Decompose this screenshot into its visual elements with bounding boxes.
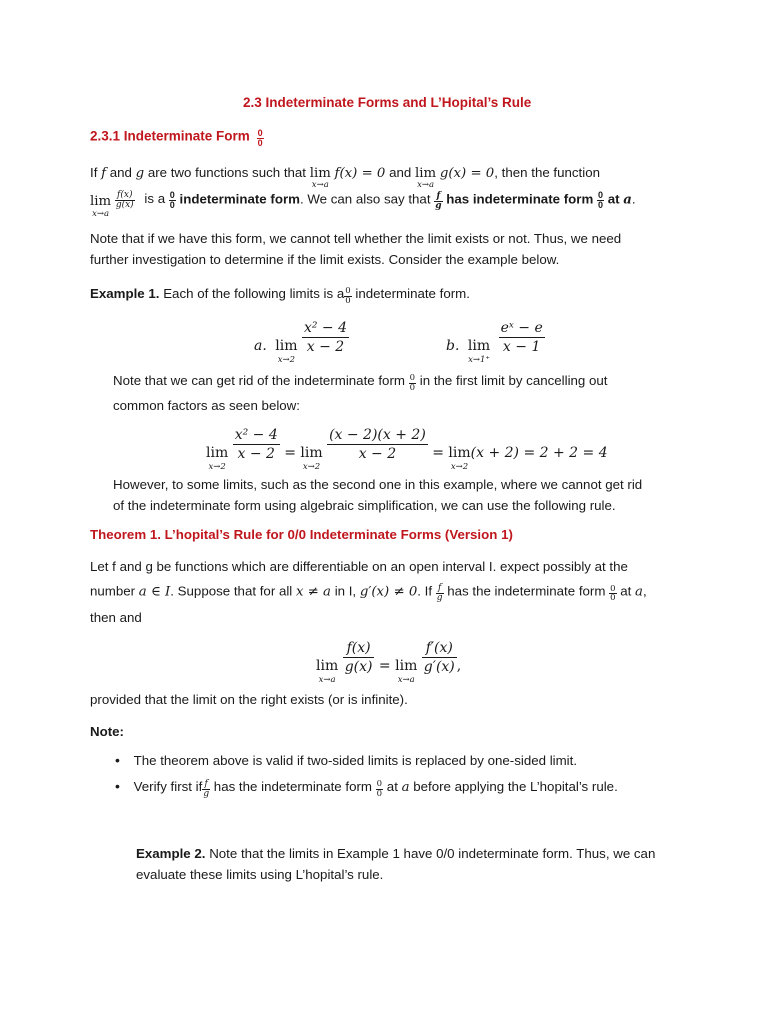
para1-line2: lim x→a $\frac{f(x)}{g(x)}$ is a $\frac{0}{0}$ indeterminate form. We can also say that $\frac{f}{g}$ has indeterminate form $\frac{0}{0}$ at a. (90, 190, 636, 219)
zero-over-zero-fraction-3: $\frac{0}{0}$ (597, 190, 603, 211)
provided-text: provided that the limit on the right exists (or is infinite). (90, 692, 408, 707)
zero-over-zero-fraction-5: $\frac{0}{0}$ (409, 373, 416, 393)
zero-over-zero-fraction-4: $\frac{0}{0}$ (345, 286, 351, 306)
bullet-icon: • (115, 778, 120, 794)
example2-line1: Example 2. Note that the limits in Example 1 have 0/0 indeterminate form. Thus, we can (136, 846, 656, 861)
para2-line2: further investigation to determine if the limit exists. Consider the example below. (90, 252, 560, 267)
bullet-2: • Verify first if $\frac{f}{g}$ has the indeterminate form $\frac{0}{0}$ at a before applying the L’hopital’s rule. (115, 778, 618, 799)
note1-line1: Note that we can get rid of the indeterminate form $\frac{0}{0}$ in the first limit by cancelling out (113, 373, 608, 393)
bullet-1: • The theorem above is valid if two-sided limits is replaced by one-sided limit. (115, 752, 578, 768)
example2-line2: evaluate these limits using L’hopital’s rule. (136, 867, 384, 882)
zero-over-zero-fraction-6: $\frac{0}{0}$ (610, 583, 616, 604)
theorem-line3: then and (90, 610, 142, 625)
zero-over-zero-fraction-2: $\frac{0}{0}$ (169, 190, 175, 211)
however-line1: However, to some limits, such as the second one in this example, where we cannot get rid (113, 477, 643, 492)
limit-a: a. lim x→2 $\frac{\text{x² − 4}}{x - 2}$ (254, 320, 347, 365)
f-over-g-fraction-2: $\frac{f}{g}$ (436, 583, 443, 604)
theorem-title: Theorem 1. L’hopital’s Rule for 0/0 Indeterminate Forms (Version 1) (90, 527, 513, 542)
example1-line: Example 1. Each of the following limits is a $\frac{0}{0}$ indeterminate form. (90, 286, 470, 306)
subsection-heading (90, 129, 264, 149)
lhopital-equation: lim x→a $\frac{f(x)}{g(x)}$ = lim x→a $\frac{f'(x)}{g'(x)}$ , (316, 640, 462, 685)
limit-b: b. lim x→1⁺ $\frac{\text{eˣ − e}}{x - 1}$ (446, 320, 543, 365)
theorem-line1: Let f and g be functions which are differentiable on an open interval I. expect possibly at the (90, 559, 628, 574)
f-over-g-fraction: $\frac{f(x)}{g(x)}$ (115, 190, 134, 211)
subsection-heading-text: 2.3.1 Indeterminate Form (90, 128, 250, 144)
zero-over-zero-fraction: $\frac{0}{0}$ (257, 128, 263, 149)
zero-over-zero-fraction-7: $\frac{0}{0}$ (376, 779, 383, 799)
para1-line1: If f and g are two functions such that lim x→a f(x) = 0 and lim x→a g(x) = 0, then the function (90, 165, 600, 191)
bullet-icon: • (115, 752, 120, 768)
note-label: Note: (90, 724, 124, 739)
section-heading: 2.3 Indeterminate Forms and L’Hopital’s Rule (243, 95, 532, 110)
note1-line2: common factors as seen below: (113, 398, 300, 413)
theorem-line2: number a ∈ I. Suppose that for all x ≠ a in I, g′(x) ≠ 0. If $\frac{f}{g}$ has the indeterminate form $\frac{0}{0}$ at a, (90, 583, 647, 604)
cancel-equation: lim x→2 $\frac{\text{x² − 4}}{x - 2}$ = lim x→2 $\frac{(x - 2)(x + 2)}{x - 2}$ = lim x→2 (x + 2) = 2 + 2 = 4 (206, 427, 608, 472)
f-over-g-small-fraction: $\frac{f}{g}$ (435, 191, 442, 212)
f-over-g-fraction-3: $\frac{f}{g}$ (203, 778, 210, 799)
however-line2: of the indeterminate form using algebraic simplification, we can use the following rule. (113, 498, 616, 513)
para2-line1: Note that if we have this form, we cannot tell whether the limit exists or not. Thus, we need (90, 231, 622, 246)
